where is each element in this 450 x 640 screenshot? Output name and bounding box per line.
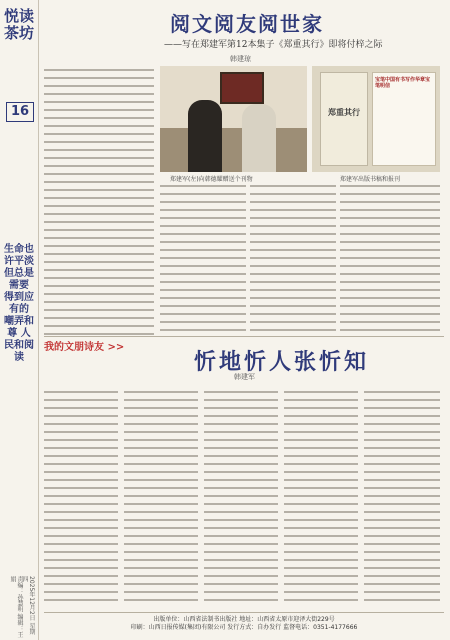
article1-column-1 [44, 66, 154, 336]
date-line: 2025年12月2日 星期四 [21, 576, 35, 635]
page-footer [44, 612, 444, 632]
section-divider [44, 336, 444, 337]
section-name: 悦读茶坊 [4, 7, 35, 42]
news-clipping [372, 72, 436, 166]
book-caption: 郑建军出版书稿和报刊 [340, 176, 401, 183]
article1-column-4 [340, 182, 440, 334]
article1-subtitle: ——写在郑建军第12本集子《郑重其行》即将付梓之际 [164, 40, 383, 50]
article2-column-3 [204, 388, 278, 606]
footer-line-1: 出版单位：山西省法制书出版社 地址：山西省太原市迎泽大街229号 [153, 616, 335, 623]
side-quote: 生命也许平淡 但总是需要 得到应有的 嘲弄和尊 人民和阅读 [4, 244, 34, 363]
article1-column-3 [250, 182, 336, 334]
article2-column-2 [124, 388, 198, 606]
article2-column-1 [44, 388, 118, 606]
page-number: 16 [6, 102, 34, 122]
book-cover-title: 郑重其行 [328, 107, 360, 117]
article1-title: 阅文阅友阅世家 [170, 12, 324, 36]
book-photo [312, 66, 440, 172]
article1-column-2 [160, 182, 246, 334]
article2-title: 忻地忻人张忻知 [194, 349, 370, 375]
article2-author: 韩建军 [234, 373, 255, 381]
author-photo [160, 66, 307, 172]
editor-line: 责编：孙慧明 编辑：王娟 [9, 576, 23, 638]
book-cover [320, 72, 368, 166]
article2-column-5 [364, 388, 440, 606]
article2-column-4 [284, 388, 358, 606]
column-tag: 我的文朋诗友 >> [44, 342, 125, 353]
article1-author: 韩建琼 [230, 55, 251, 63]
photo-caption: 郑建军(左)向韩德耀赠送个刊物 [170, 176, 253, 183]
footer-line-2: 印刷：山西日报传媒(集团)有限公司 发行方式：自办发行 监督电话：0351-4177666 [130, 624, 358, 631]
news-headline: 宝笔中国有书写作华章宝笔明信 [375, 77, 431, 89]
main-content [44, 0, 444, 640]
sidebar [0, 0, 39, 640]
